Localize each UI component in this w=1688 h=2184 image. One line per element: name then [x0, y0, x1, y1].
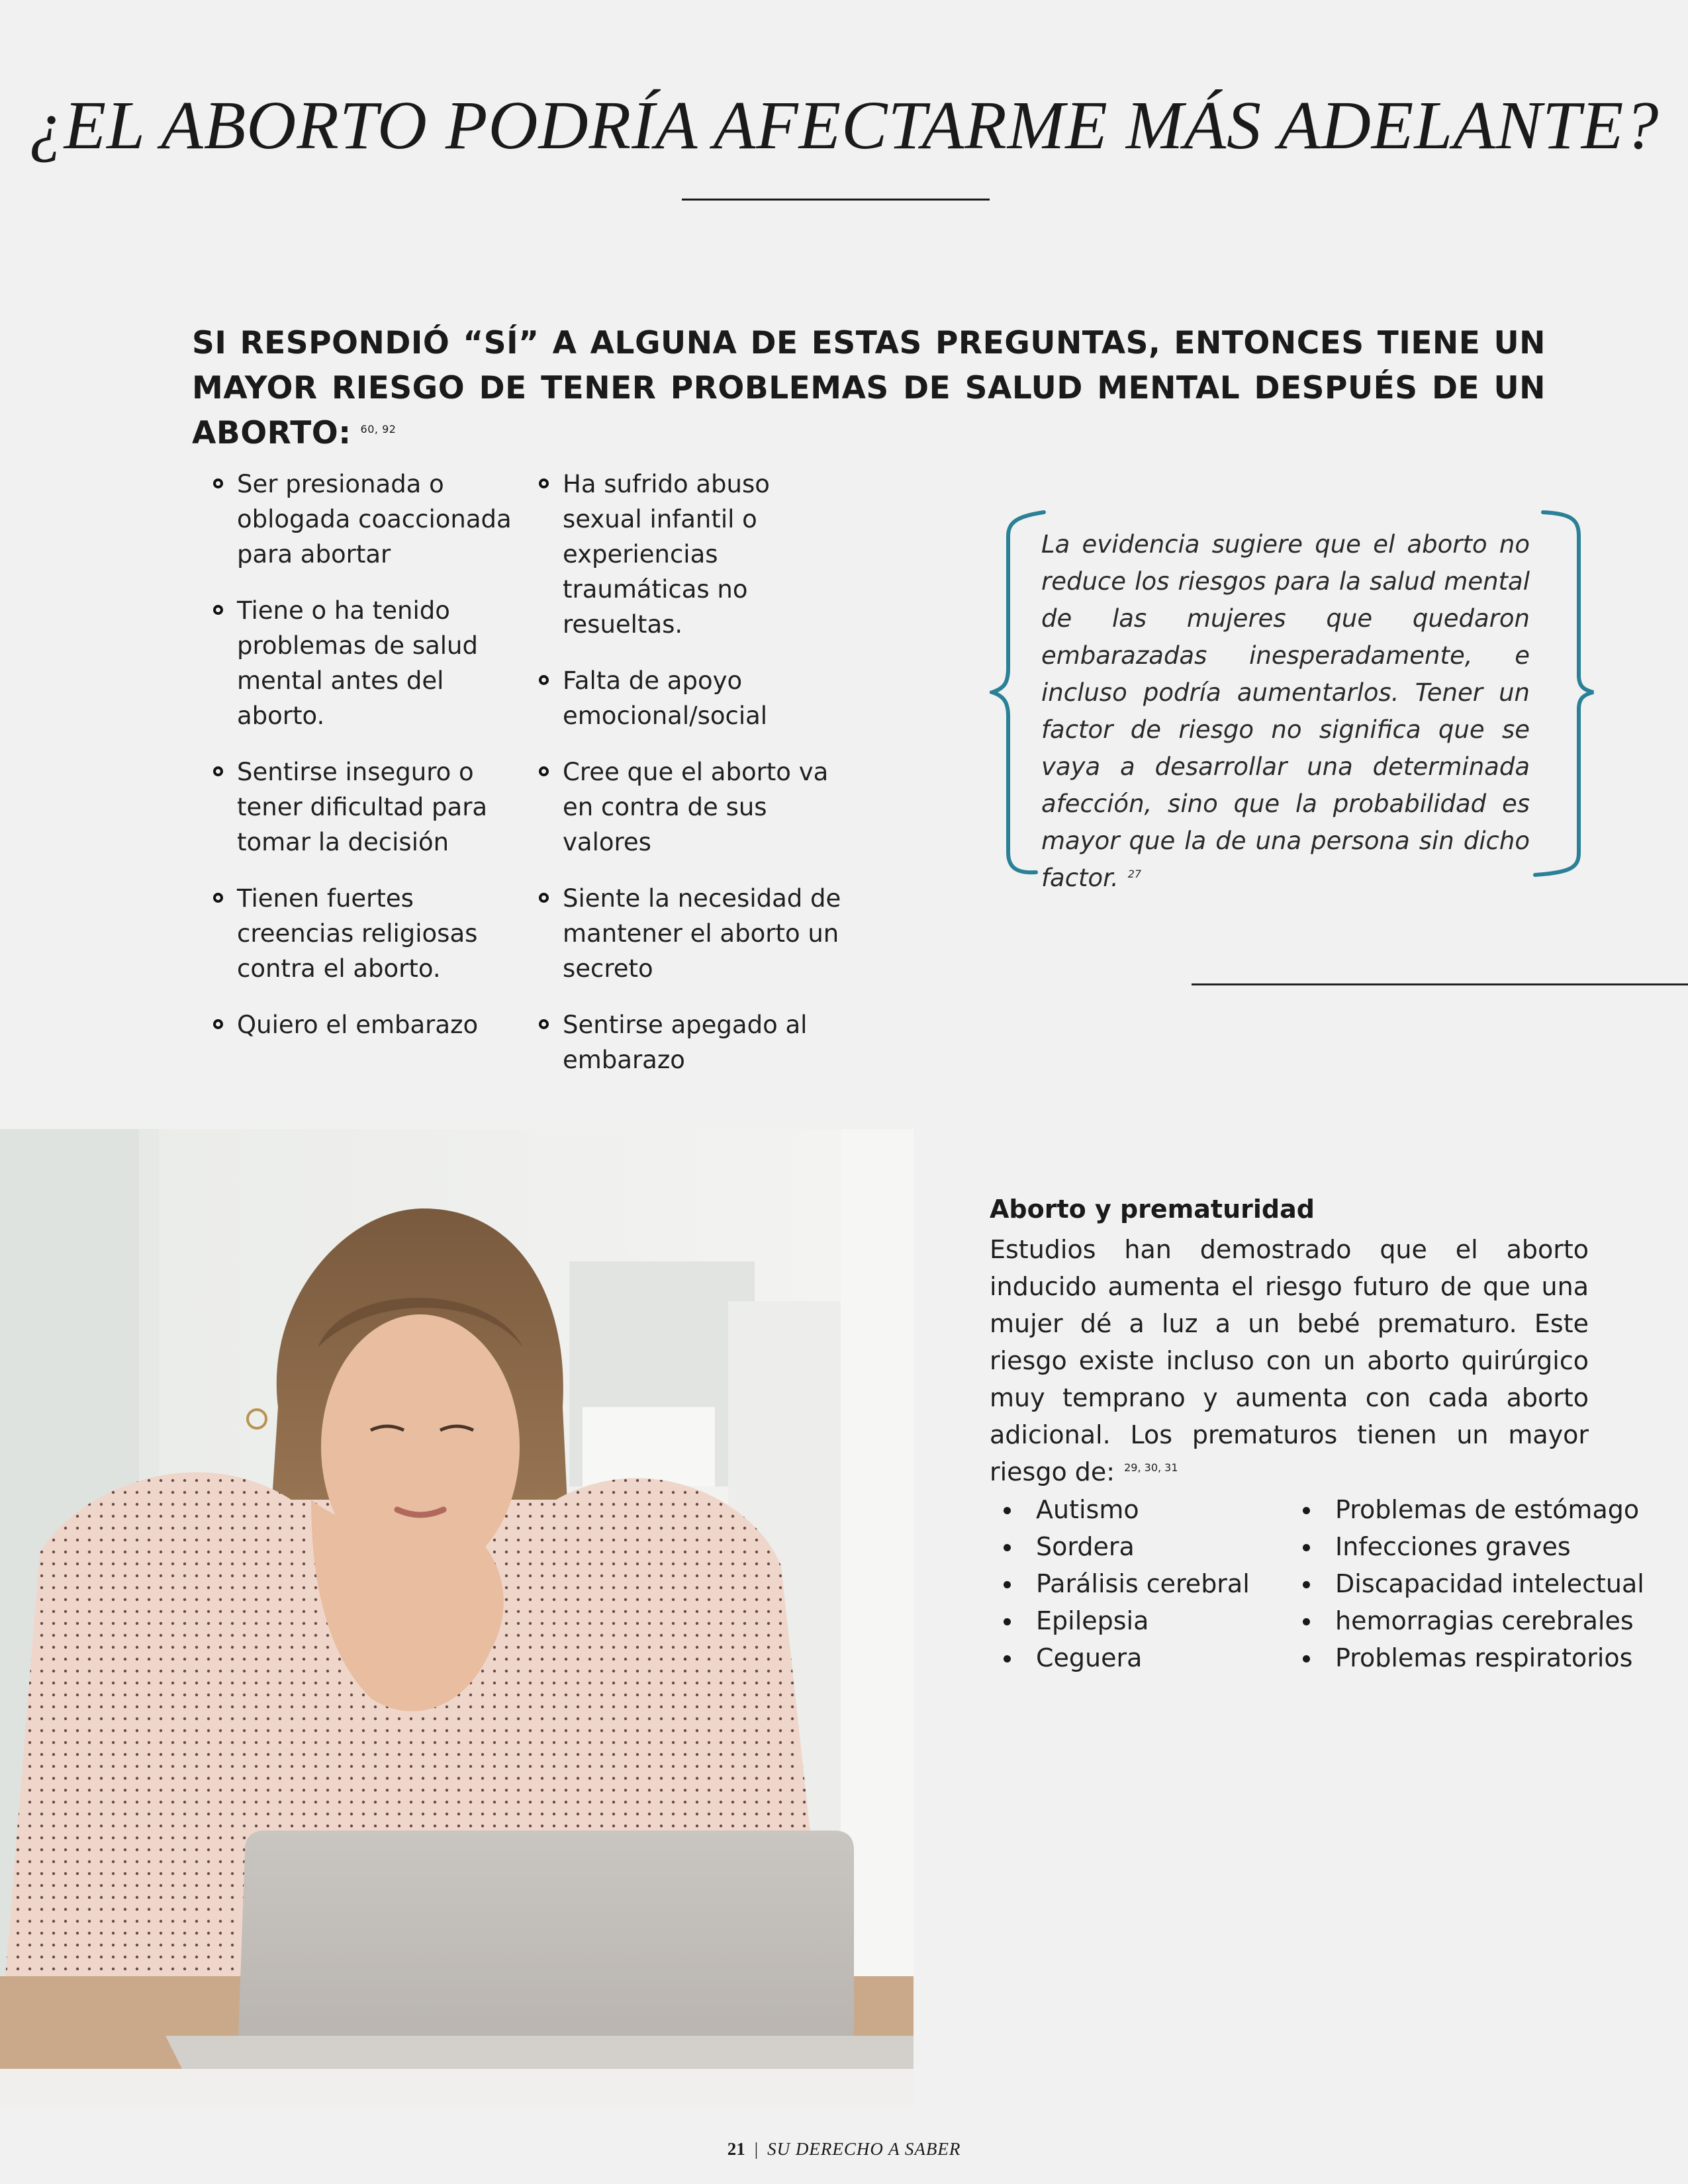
list-item: Problemas respiratorios	[1289, 1639, 1644, 1676]
list-item: Parálisis cerebral	[990, 1565, 1250, 1602]
title-divider	[682, 199, 990, 201]
list-item: Ceguera	[990, 1639, 1250, 1676]
list-item: Siente la necesidad de mantener el aborto un secreto	[536, 881, 847, 986]
circle-bullet-icon	[539, 478, 549, 488]
risk-list-2	[1289, 1491, 1644, 1676]
circle-bullet-icon	[539, 1019, 549, 1029]
circle-bullet-icon	[213, 893, 223, 903]
list-item: Problemas de estómago	[1289, 1491, 1644, 1528]
prematurity-paragraph: Estudios han demostrado que el aborto inducido aumenta el riesgo futuro de que una mujer dé a luz a un bebé prematuro. Este riesgo existe incluso con un aborto quirúrgico muy temprano y aumenta con cada aborto adicional. Los prematuros tienen un mayor riesgo de: $^{29, 30, 31}$	[990, 1235, 1589, 1486]
intro-refs: 60, 92	[360, 423, 397, 435]
circle-bullet-icon	[213, 766, 223, 776]
risk-factors-column-1	[211, 467, 522, 1064]
quote-text: La evidencia sugiere que el aborto no reduce los riesgos para la salud mental de las mujeres que quedaron embarazadas inesperadamente, e incluso podría aumentarlos. Tener un factor de riesgo no significa que se vaya a desarrollar una determinada afección, sino que la probabilidad es mayor que la de una persona sin dicho factor. $^{27}$	[1041, 530, 1530, 892]
circle-bullet-icon	[213, 1019, 223, 1029]
list-item: Discapacidad intelectual	[1289, 1565, 1644, 1602]
circle-bullet-icon	[539, 893, 549, 903]
page-footer	[0, 2139, 1688, 2160]
list-item: Tiene o ha tenido problemas de salud mental antes del aborto.	[211, 593, 522, 733]
footer-separator: |	[754, 2139, 759, 2159]
list-item: Epilepsia	[990, 1602, 1250, 1639]
woman-at-laptop-photo	[0, 1129, 914, 2107]
list-item: Autismo	[990, 1491, 1250, 1528]
circle-bullet-icon	[213, 605, 223, 615]
list-item: Cree que el aborto va en contra de sus valores	[536, 754, 847, 860]
risk-list-1	[990, 1491, 1250, 1676]
section-divider	[1192, 983, 1688, 985]
list-item: Infecciones graves	[1289, 1528, 1644, 1565]
risk-factors-column-2	[536, 467, 847, 1099]
circle-bullet-icon	[213, 478, 223, 488]
circle-bullet-icon	[539, 766, 549, 776]
quote-callout	[990, 510, 1599, 892]
list-item: Sentirse apegado al embarazo	[536, 1007, 847, 1077]
page-number: 21	[727, 2139, 745, 2159]
list-item: Ha sufrido abuso sexual infantil o experiencias traumáticas no resueltas.	[536, 467, 847, 642]
circle-bullet-icon	[539, 675, 549, 685]
prematurity-refs: 29, 30, 31	[1124, 1461, 1178, 1474]
publication-title: SU DERECHO A SABER	[767, 2139, 961, 2159]
list-item: Quiero el embarazo	[211, 1007, 522, 1042]
intro-text: SI RESPONDIÓ “SÍ” A ALGUNA DE ESTAS PREGUNTAS, ENTONCES TIENE UN MAYOR RIESGO DE TENER PROBLEMAS DE SALUD MENTAL DESPUÉS DE UN ABORTO:	[192, 325, 1546, 451]
list-item: Sentirse inseguro o tener dificultad para tomar la decisión	[211, 754, 522, 860]
list-item: Falta de apoyo emocional/social	[536, 663, 847, 733]
list-item: Sordera	[990, 1528, 1250, 1565]
list-item: Tienen fuertes creencias religiosas contra el aborto.	[211, 881, 522, 986]
list-item: Ser presionada o oblogada coaccionada para abortar	[211, 467, 522, 572]
quote-ref: 27	[1127, 868, 1142, 880]
list-item: hemorragias cerebrales	[1289, 1602, 1644, 1639]
prematurity-heading: Aborto y prematuridad	[990, 1195, 1315, 1224]
intro-statement	[192, 321, 1546, 456]
page-title: ¿EL ABORTO PODRÍA AFECTARME MÁS ADELANTE?	[28, 87, 1660, 163]
